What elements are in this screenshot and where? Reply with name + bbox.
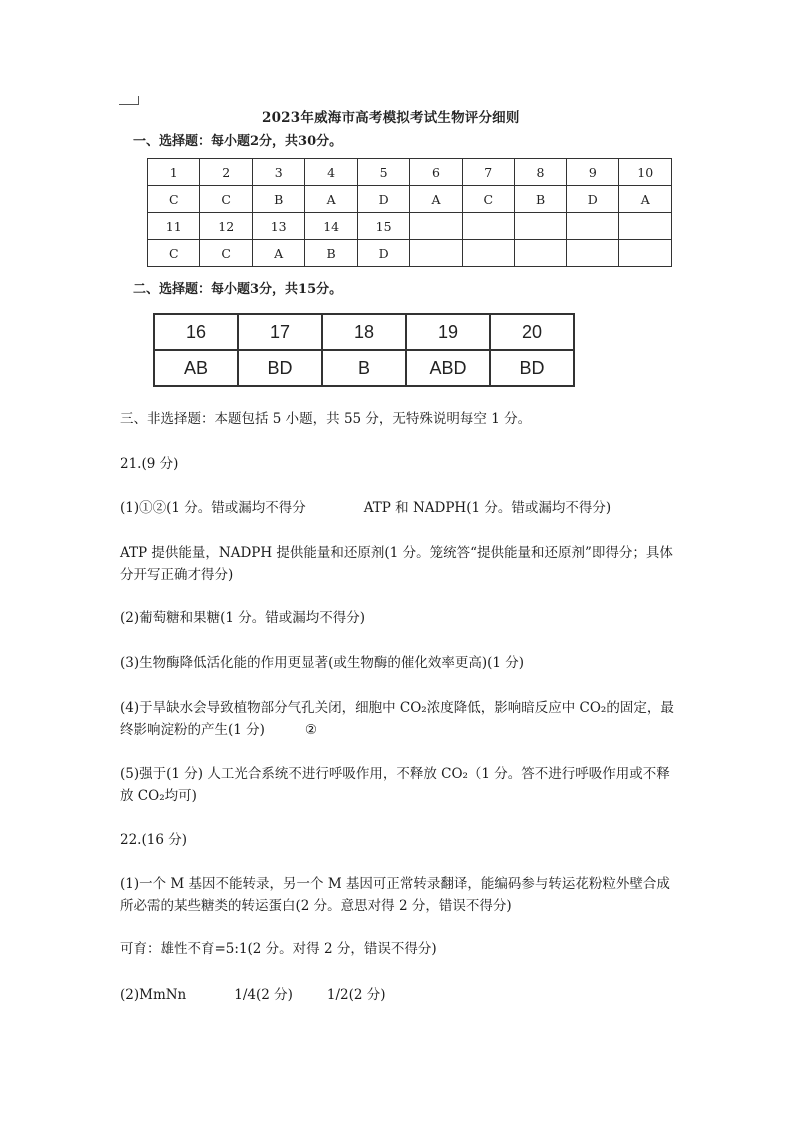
table-row xyxy=(148,213,672,240)
table-cell: C xyxy=(200,186,252,213)
table-cell xyxy=(567,213,619,240)
table-cell: A xyxy=(619,186,672,213)
answer-table-2 xyxy=(153,313,575,387)
table-cell: 10 xyxy=(619,159,672,186)
table-row xyxy=(154,314,574,350)
table-cell xyxy=(462,213,514,240)
corner-mark xyxy=(119,96,139,105)
table-cell: 1 xyxy=(148,159,200,186)
table-cell: B xyxy=(514,186,566,213)
table-cell: C xyxy=(148,186,200,213)
q22-answer-2 xyxy=(120,984,386,1006)
table-cell: 18 xyxy=(322,314,406,350)
table-cell: 16 xyxy=(154,314,238,350)
table-cell: 7 xyxy=(462,159,514,186)
table-cell: 20 xyxy=(490,314,574,350)
q21-answer-4b: ② xyxy=(304,722,318,738)
table-cell xyxy=(514,213,566,240)
table-cell xyxy=(410,240,462,267)
table-cell: 4 xyxy=(305,159,357,186)
answer-table-1 xyxy=(147,158,672,267)
table-cell: BD xyxy=(490,350,574,386)
q21-answer-5: (5)强于(1 分) 人工光合系统不进行呼吸作用，不释放 CO₂（1 分。答不进行呼吸作用或不释放 CO₂均可) xyxy=(120,766,670,804)
table-cell: A xyxy=(305,186,357,213)
table-cell xyxy=(619,240,672,267)
table-cell: A xyxy=(252,240,304,267)
table-cell: 11 xyxy=(148,213,200,240)
q22-answer-2b: 1/4(2 分) xyxy=(234,987,293,1003)
table-cell: 19 xyxy=(406,314,490,350)
table-cell xyxy=(567,240,619,267)
q21-answer-3: (3)生物酶降低活化能的作用更显著(或生物酶的催化效率更高)(1 分) xyxy=(120,655,525,671)
section3-heading: 三、非选择题：本题包括 5 小题，共 55 分，无特殊说明每空 1 分。 xyxy=(120,411,532,427)
table-cell: 8 xyxy=(514,159,566,186)
table-cell: ABD xyxy=(406,350,490,386)
page-title: 2023年威海市高考模拟考试生物评分细则 xyxy=(262,110,520,126)
table-cell: 5 xyxy=(357,159,409,186)
table-row xyxy=(148,240,672,267)
q22-answer-1: (1)一个 M 基因不能转录，另一个 M 基因可正常转录翻译，能编码参与转运花粉粒外壁合成所必需的某些糖类的转运蛋白(2 分。意思对得 2 分，错误不得分) xyxy=(120,876,670,914)
q22-answer-2a: (2)MmNn xyxy=(120,987,187,1003)
q22-title: 22.(16 分) xyxy=(120,832,187,848)
table-row xyxy=(148,159,672,186)
table-cell: 13 xyxy=(252,213,304,240)
table-cell: B xyxy=(252,186,304,213)
q21-title: 21.(9 分) xyxy=(120,456,179,472)
q22-answer-1b: 可育：雄性不育=5:1(2 分。对得 2 分，错误不得分) xyxy=(120,941,437,957)
table-cell: BD xyxy=(238,350,322,386)
q21-answer-1 xyxy=(120,497,611,519)
q21-answer-1b: ATP 和 NADPH(1 分。错或漏均不得分) xyxy=(363,500,612,516)
q21-answer-1c: ATP 提供能量，NADPH 提供能量和还原剂(1 分。笼统答“提供能量和还原剂”即得分；具体分开写正确才得分) xyxy=(120,545,673,583)
table-cell: 12 xyxy=(200,213,252,240)
table-cell: B xyxy=(305,240,357,267)
table-row xyxy=(148,186,672,213)
table-cell: C xyxy=(148,240,200,267)
q22-answer-2c: 1/2(2 分) xyxy=(326,987,386,1003)
table-cell xyxy=(514,240,566,267)
table-cell: 9 xyxy=(567,159,619,186)
section1-heading: 一、选择题：每小题2分，共30分。 xyxy=(133,134,343,149)
table-cell: 17 xyxy=(238,314,322,350)
table-cell: 2 xyxy=(200,159,252,186)
table-cell xyxy=(619,213,672,240)
q21-answer-4a: (4)于旱缺水会导致植物部分气孔关闭，细胞中 CO₂浓度降低，影响暗反应中 CO₂的固定，最终影响淀粉的产生(1 分) xyxy=(120,700,674,738)
table-cell: D xyxy=(357,186,409,213)
table-cell xyxy=(410,213,462,240)
table-cell: 3 xyxy=(252,159,304,186)
table-cell: 15 xyxy=(357,213,409,240)
section2-heading: 二、选择题：每小题3分，共15分。 xyxy=(133,282,343,297)
table-cell: C xyxy=(200,240,252,267)
q21-answer-2: (2)葡萄糖和果糖(1 分。错或漏均不得分) xyxy=(120,610,366,626)
table-cell: C xyxy=(462,186,514,213)
table-cell: B xyxy=(322,350,406,386)
table-cell: D xyxy=(567,186,619,213)
table-cell: 14 xyxy=(305,213,357,240)
table-cell: D xyxy=(357,240,409,267)
table-cell: A xyxy=(410,186,462,213)
table-cell xyxy=(462,240,514,267)
table-cell: 6 xyxy=(410,159,462,186)
table-row xyxy=(154,350,574,386)
table-cell: AB xyxy=(154,350,238,386)
q21-answer-4 xyxy=(120,697,676,741)
q21-answer-1a: (1)①②(1 分。错或漏均不得分 xyxy=(120,500,306,516)
